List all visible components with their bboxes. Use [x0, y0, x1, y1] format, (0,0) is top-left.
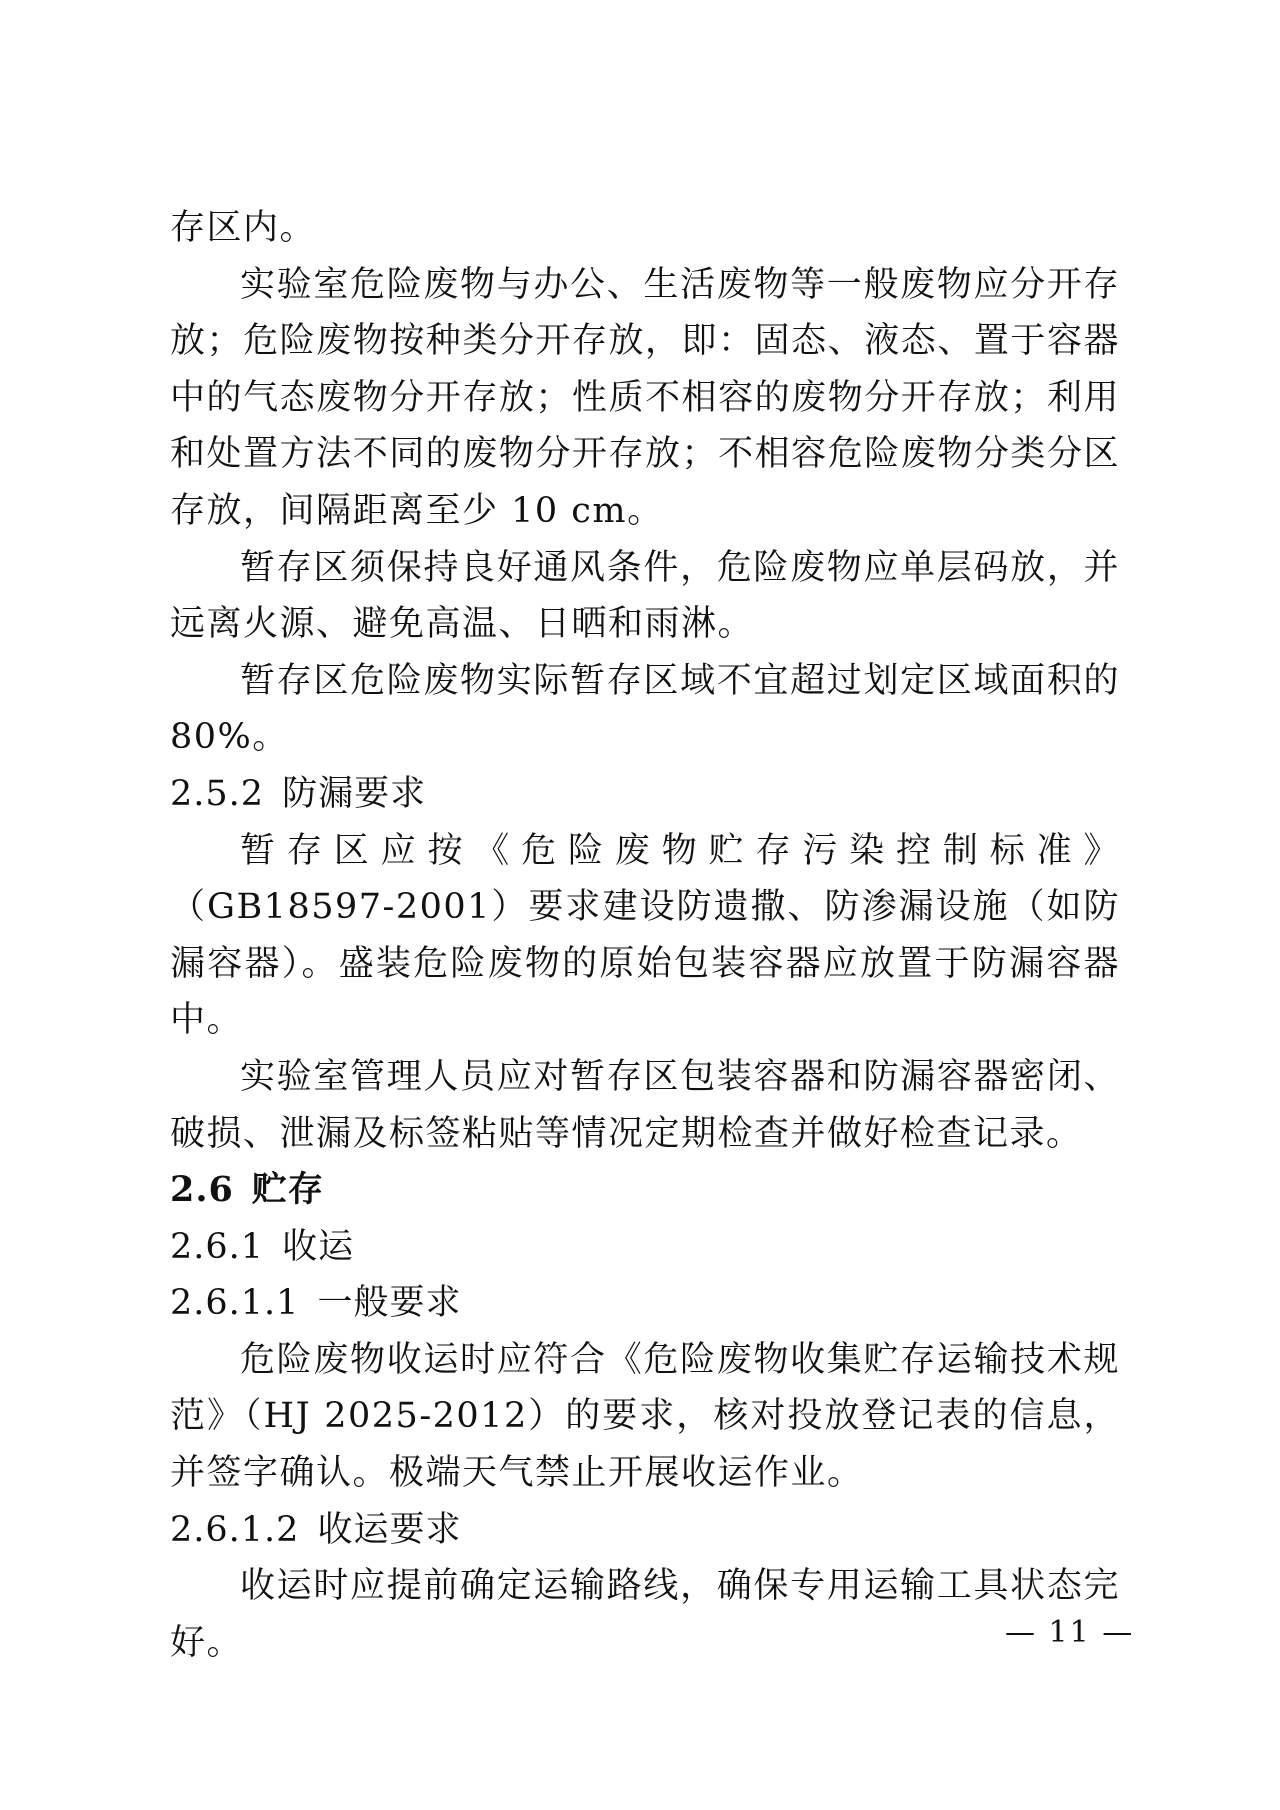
- paragraph-inspection: 实验室管理人员应对暂存区包装容器和防漏容器密闭、破损、泄漏及标签粘贴等情况定期检查并做好检查记录。: [170, 1056, 1120, 1154]
- heading-2-6-1: [170, 1219, 1120, 1276]
- heading-number: 2.6.1.1: [170, 1283, 300, 1324]
- heading-title: 收运: [282, 1226, 355, 1267]
- paragraph-continuation: 存区内。: [170, 208, 317, 248]
- heading-2-6-1-1: [170, 1275, 1120, 1332]
- heading-2-5-2: [170, 766, 1120, 823]
- paragraph-area-limit: 暂存区危险废物实际暂存区域不宜超过划定区域面积的80%。: [170, 660, 1120, 758]
- heading-2-6-1-2: [170, 1502, 1120, 1559]
- heading-title: 贮存: [251, 1169, 324, 1211]
- heading-title: 一般要求: [317, 1283, 462, 1324]
- document-page: [170, 200, 1120, 1671]
- heading-number: 2.6.1: [170, 1226, 265, 1267]
- paragraph-transport-route: 收运时应提前确定运输路线，确保专用运输工具状态完好。: [170, 1566, 1120, 1663]
- heading-number: 2.5.2: [170, 773, 265, 814]
- heading-number: 2.6.1.2: [170, 1509, 300, 1550]
- heading-title: 防漏要求: [282, 773, 427, 814]
- paragraph-leak-proof: 暂存区应按《危险废物贮存污染控制标准》（GB18597-2001）要求建设防遗撒、防渗漏设施（如防漏容器）。盛装危险废物的原始包装容器应放置于防漏容器中。: [170, 830, 1120, 1041]
- page-number: — 11 —: [1005, 1615, 1135, 1650]
- paragraph-ventilation: 暂存区须保持良好通风条件，危险废物应单层码放，并远离火源、避免高温、日晒和雨淋。: [170, 547, 1120, 645]
- heading-number: 2.6: [170, 1169, 234, 1211]
- heading-2-6: [170, 1162, 1120, 1219]
- heading-title: 收运要求: [317, 1509, 462, 1550]
- paragraph-collection-standard: 危险废物收运时应符合《危险废物收集贮存运输技术规范》（HJ 2025-2012）的要求，核对投放登记表的信息，并签字确认。极端天气禁止开展收运作业。: [170, 1339, 1120, 1494]
- paragraph-separate-storage: 实验室危险废物与办公、生活废物等一般废物应分开存放；危险废物按种类分开存放，即：固态、液态、置于容器中的气态废物分开存放；性质不相容的废物分开存放；利用和处置方法不同的废物分开存放；不相容危险废物分类分区存放，间隔距离至少 10 cm。: [170, 264, 1120, 531]
